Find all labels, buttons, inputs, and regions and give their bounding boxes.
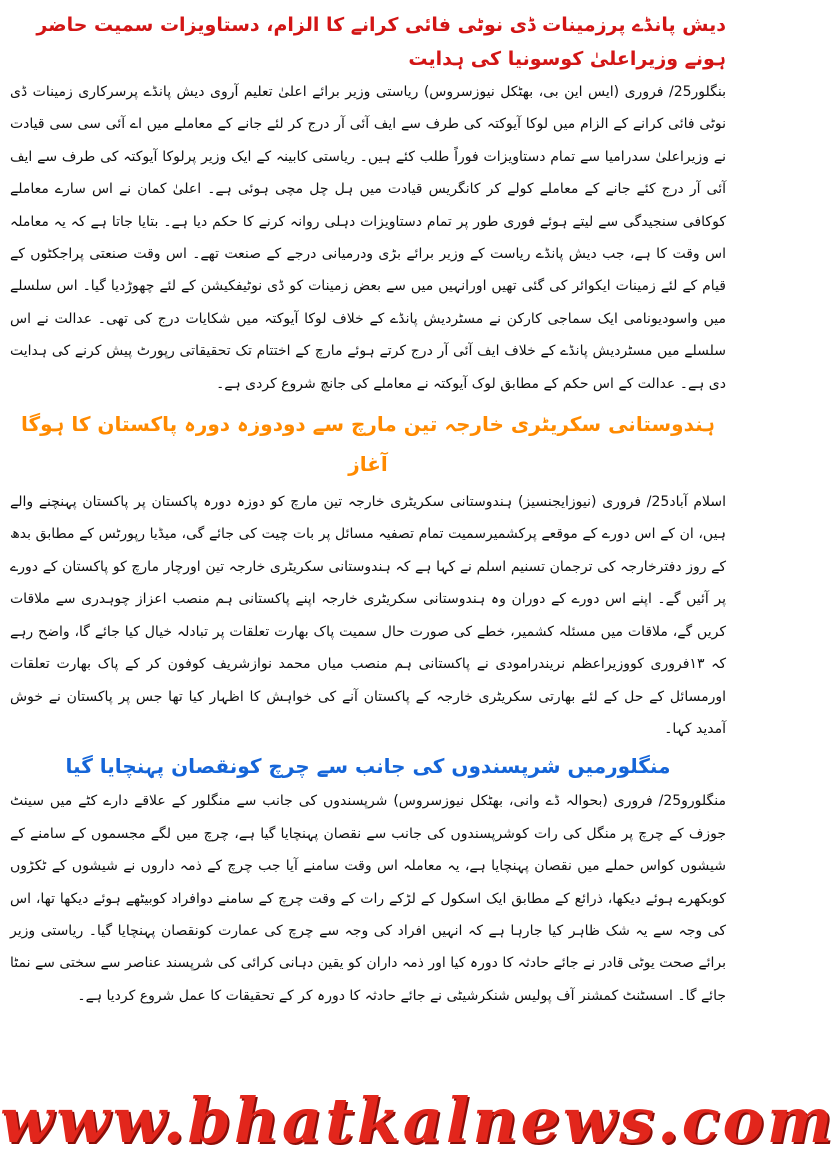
article-body-foreign-secretary: اسلام آباد25/ فروری (نیوزایجنسیز) ہندوستانی سکریٹری خارجہ تین مارچ کو دوزہ دورہ پاکستان پر پاکستان پہنچنے والے ہیں، ان کے اس دورے کے موقعے پرکشمیرسمیت تمام تصفیہ مسائل پر بات چیت کی جائے گی، میڈیا رپورٹس کے مطابق بدھ کے روز دفترخارجہ کی ترجمان تسنیم اسلم نے کہا ہے کہ ہندوستانی سکریٹری خارجہ تین اورچار مارچ کو پاکستان کے دورے پر آئیں گے۔ اپنے اس دورے کے دوران وہ ہندوستانی سکریٹری خارجہ اپنے پاکستانی ہم منصب اعزاز چوہدری سے ملاقات کریں گے، ملاقات میں مسئلہ کشمیر، خطے کی صورت حال سمیت پاک بھارت تعلقات پر تبادلہ خیال کیا جائے گا، واضح رہے کہ ۱۳فروری کووزیراعظم نریندرامودی نے پاکستانی ہم منصب میاں محمد نوازشریف کوفون کر کے پاک بھارت تعلقات اورمسائل کے حل کے لئے بھارتی سکریٹری خارجہ کے پاکستان آنے کی خواہش کا اظہار کیا تھا جس پر پاکستان نے خوش آمدید کہا۔ <box>10 494 726 737</box>
article-headline-mangalore-church: منگلورمیں شرپسندوں کی جانب سے چرچ کونقصان پہنچایا گیا <box>65 754 671 779</box>
article-body-deshpande: بنگلور25/ فروری (ایس این بی، بھٹکل نیوزسروس) ریاستی وزیر برائے اعلیٰ تعلیم آروی دیش پانڈے پرسرکاری زمینات ڈی نوٹی فائی کرانے کے الزام میں لوکا آیوکتہ کی طرف سے ایف آئی آر درج کر لئے جانے کے معاملے میں اے آئی سی سی قیادت نے وزیراعلیٰ سدرامیا سے تمام دستاویزات فوراً طلب کئے ہیں۔ ریاستی کابینہ کے ایک وزیر پرلوکا آیوکتہ کی طرف سے ایف آئی آر درج کئے جانے کے معاملے کولے کر کانگریس قیادت میں ہل چل مچی ہوئی ہے۔ اعلیٰ کمان نے اس سارے معاملے کوکافی سنجیدگی سے لیتے ہوئے فوری طور پر تمام دستاویزات دہلی روانہ کرنے کا حکم دیا ہے۔ بتایا جاتا ہے کہ یہ معاملہ اس وقت کا ہے، جب دیش پانڈے ریاست کے وزیر برائے بڑی ودرمیانی درجے کے صنعت تھے۔ اس وقت صنعتی پراجکٹوں کے قیام کے لئے زمینات ایکوائر کی گئی تھیں اورانہیں میں سے بعض زمینات کو ڈی نوٹیفکیشن کے لئے چھوڑدیا گیا۔ اس سلسلے میں واسودیونامی ایک سماجی کارکن نے مسٹردیش پانڈے کے خلاف لوکا آیوکتہ میں شکایات درج کی تھی۔ عدالت نے اس سلسلے میں مسٹردیش پانڈے کے خلاف ایف آئی آر درج کرتے ہوئے مارچ کے اختتام تک تحقیقاتی رپورٹ پیش کرنے کی ہدایت دی ہے۔ عدالت کے اس حکم کے مطابق لوک آیوکتہ نے معاملے کی جانچ شروع کردی ہے۔ <box>10 84 726 392</box>
article-deshpande <box>10 8 726 400</box>
site-url-watermark[interactable]: www.bhatkalnews.com <box>0 1084 835 1157</box>
article-foreign-secretary <box>10 404 726 745</box>
article-body-mangalore-church: منگلورو25/ فروری (بحوالہ ڈے وانی، بھٹکل نیوزسروس) شرپسندوں کی جانب سے منگلور کے علاقے دارے کٹے میں سینٹ جوزف کے چرچ پر منگل کی رات کوشرپسندوں کی جانب سے نقصان پہنچایا گیا ہے، چرچ میں لگے مجسموں کے سامنے کے شیشوں کواس حملے میں نقصان پہنچایا ہے، یہ معاملہ اس وقت سامنے آیا جب چرچ کے ذمہ داروں نے شیشوں کے ٹکڑوں کوبکھرے ہوئے دیکھا، ذرائع کے مطابق ایک اسکول کے لڑکے رات کے وقت چرچ کے سامنے دوافراد کوبیٹھے ہوئے دیکھا تھا، اس کی وجہ سے یہ شک ظاہر کیا جارہا ہے کہ انہیں افراد کی وجہ سے چرچ کی عمارت کونقصان پہنچایا گیا۔ ریاستی وزیر برائے صحت یوٹی قادر نے جائے حادثہ کا دورہ کیا اور ذمہ داران کو یقین دہانی کرائی کی شرپسند عناصر سے سختی سے نمٹا جائے گا۔ اسسٹنٹ کمشنر آف پولیس شنکرشیٹی نے جائے حادثہ کا دورہ کر کے تحقیقات کا عمل شروع کردیا ہے۔ <box>10 793 726 1004</box>
article-headline-foreign-secretary: ہندوستانی سکریٹری خارجہ تین مارچ سے دودوزہ دورہ پاکستان کا ہوگا آغاز <box>20 412 716 477</box>
article-headline-deshpande: دیش پانڈے پرزمینات ڈی نوٹی فائی کرانے کا الزام، دستاویزات سمیت حاضر ہونے وزیراعلیٰ کوسونیا کی ہدایت <box>36 14 726 70</box>
article-mangalore-church <box>10 747 726 1012</box>
footer <box>0 1084 835 1157</box>
